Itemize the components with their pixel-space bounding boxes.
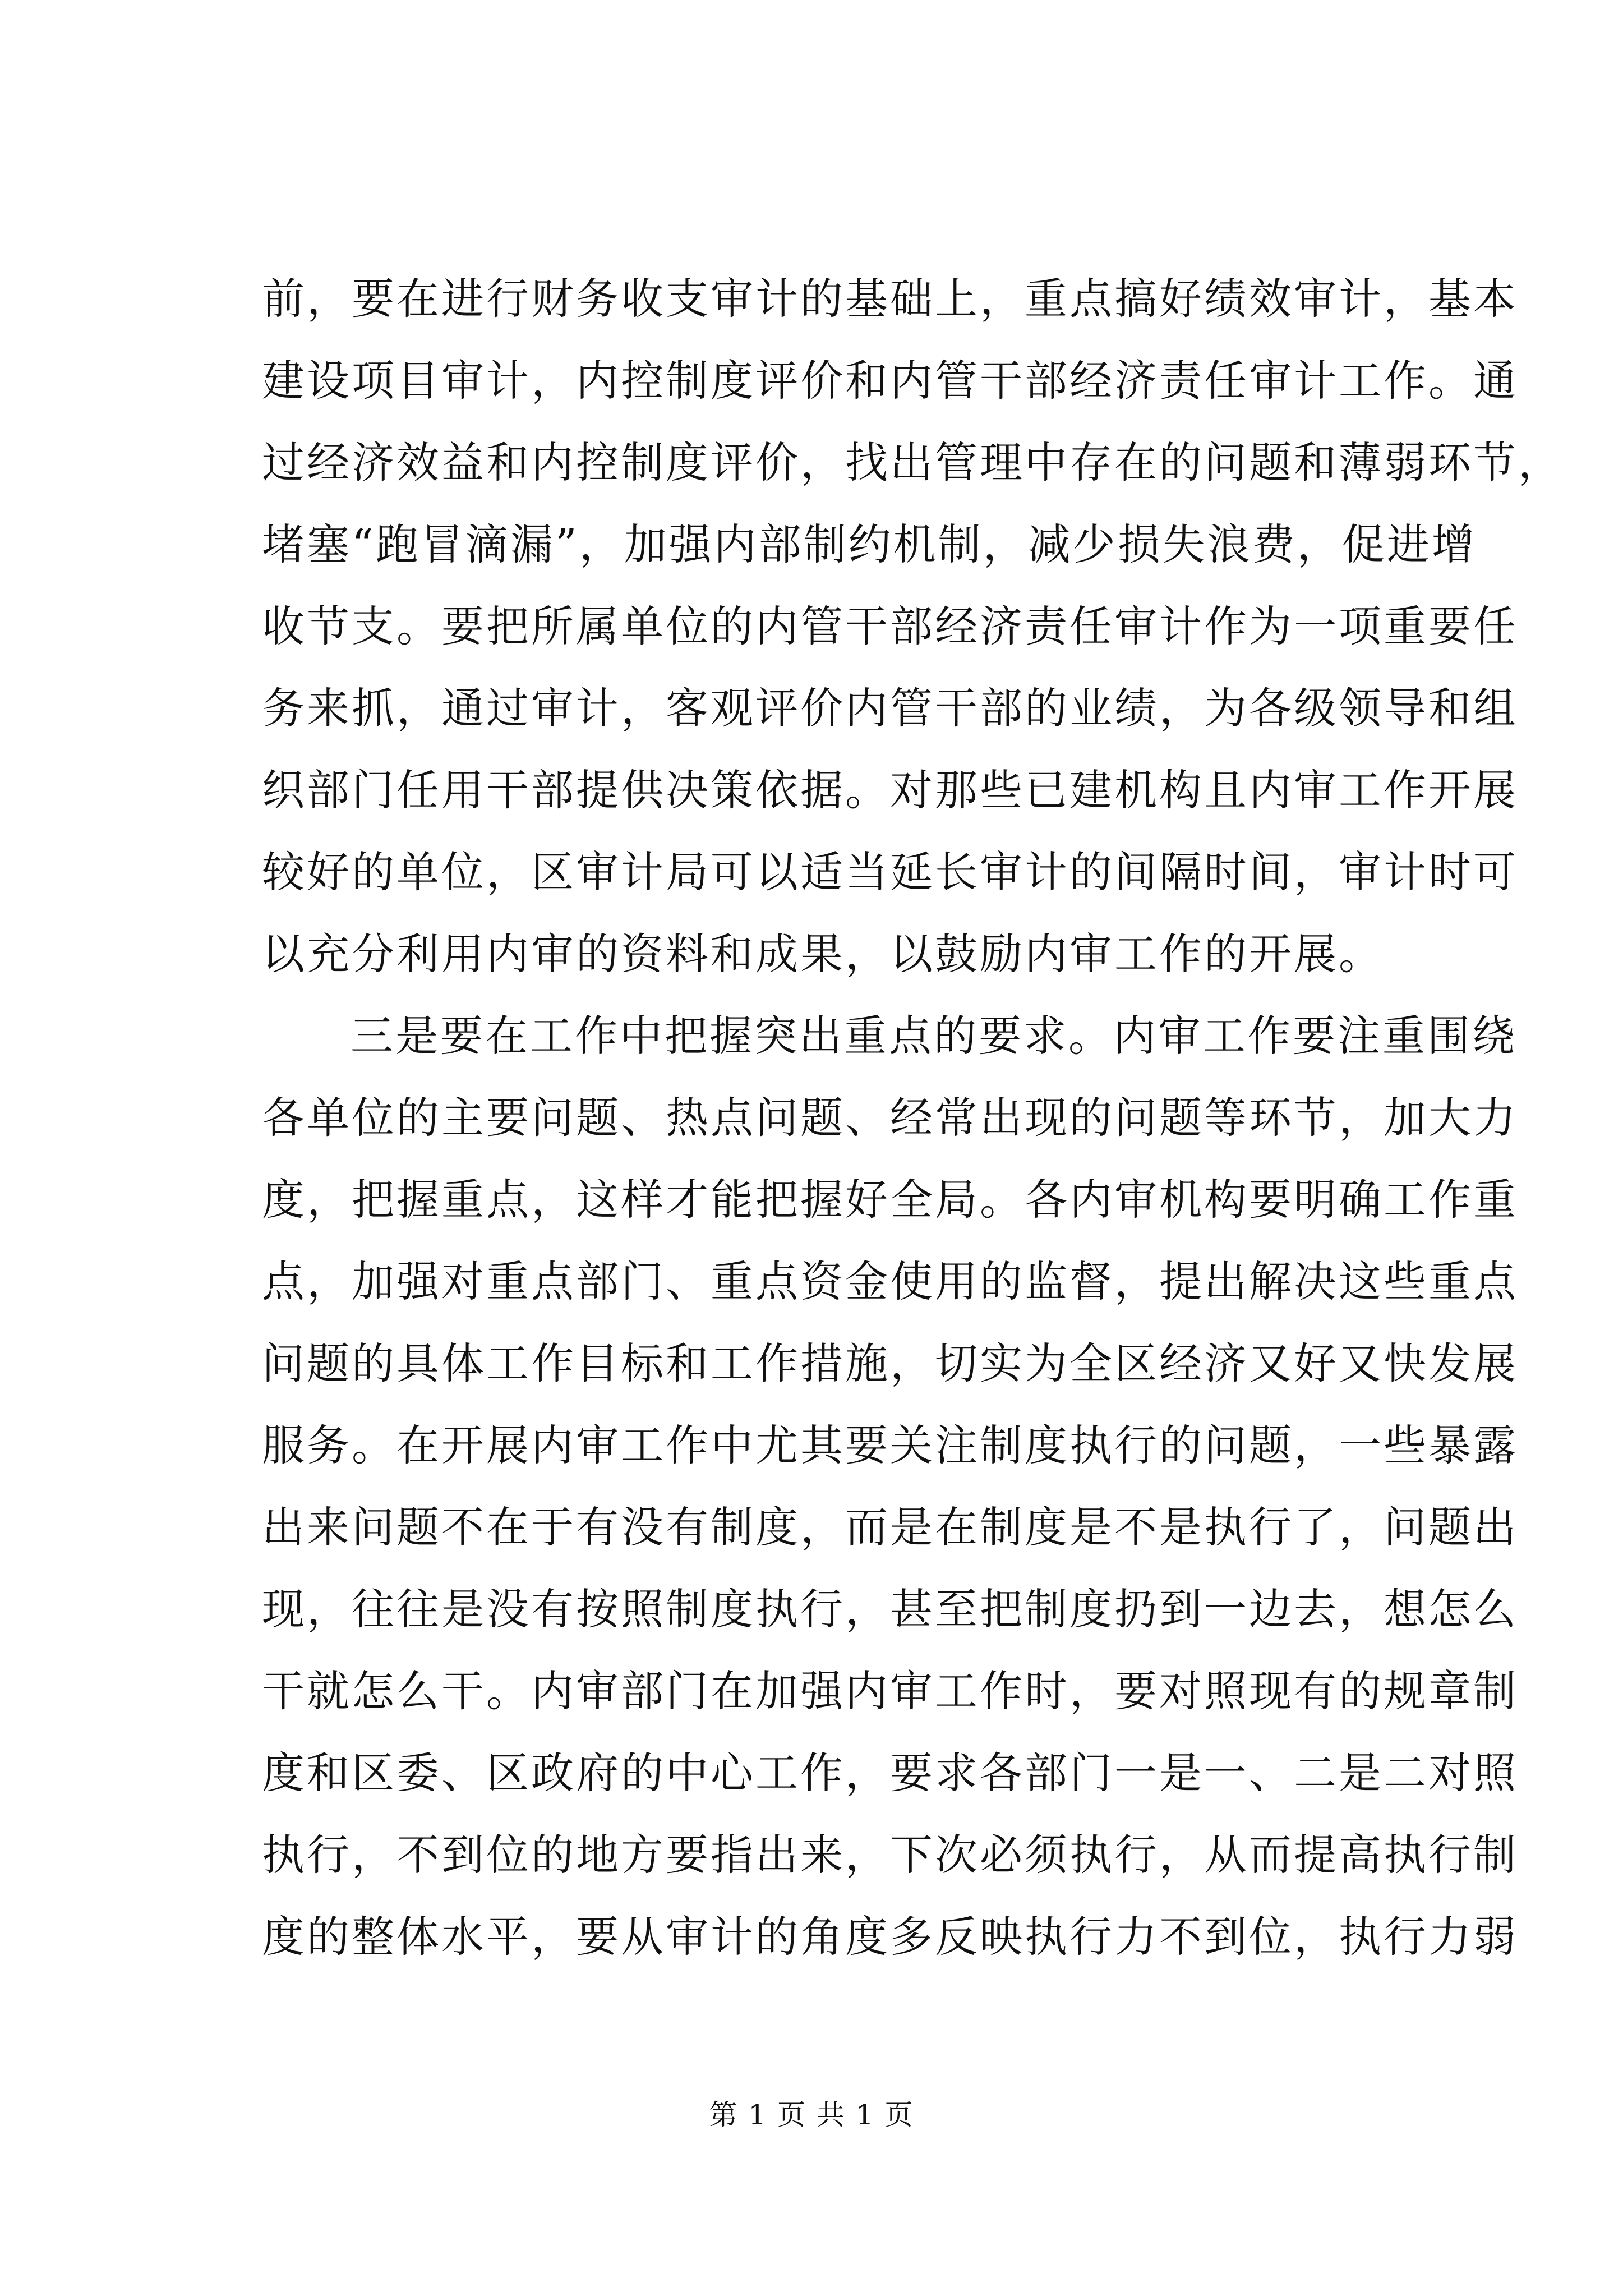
text-line: 织部门任用干部提供决策依据。对那些已建机构且内审工作开展	[262, 765, 1518, 815]
text-line: 干就怎么干。内审部门在加强内审工作时，要对照现有的规章制	[262, 1666, 1518, 1716]
text-line: 执行，不到位的地方要指出来，下次必须执行，从而提高执行制	[262, 1830, 1518, 1880]
text-line: 建设项目审计，内控制度评价和内管干部经济责任审计工作。通	[262, 356, 1518, 406]
text-line: 出来问题不在于有没有制度，而是在制度是不是执行了，问题出	[262, 1502, 1518, 1552]
text-line: 各单位的主要问题、热点问题、经常出现的问题等环节，加大力	[262, 1093, 1518, 1143]
text-line: 度，把握重点，这样才能把握好全局。各内审机构要明确工作重	[262, 1175, 1518, 1225]
text-line: 较好的单位，区审计局可以适当延长审计的间隔时间，审计时可	[262, 847, 1518, 897]
text-line: 现，往往是没有按照制度执行，甚至把制度扔到一边去，想怎么	[262, 1584, 1518, 1634]
body-text	[262, 258, 1563, 1978]
text-line: 度和区委、区政府的中心工作，要求各部门一是一、二是二对照	[262, 1748, 1518, 1798]
text-line: 过经济效益和内控制度评价，找出管理中存在的问题和薄弱环节，	[262, 438, 1563, 487]
text-line: 务来抓，通过审计，客观评价内管干部的业绩，为各级领导和组	[262, 683, 1518, 733]
text-line: 收节支。要把所属单位的内管干部经济责任审计作为一项重要任	[262, 601, 1518, 651]
page-footer: 第 1 页 共 1 页	[709, 2099, 914, 2131]
text-line: 以充分利用内审的资料和成果，以鼓励内审工作的开展。	[262, 929, 1384, 979]
paragraph-start-line: 三是要在工作中把握突出重点的要求。内审工作要注重围绕	[351, 1011, 1517, 1061]
text-line: 堵塞“跑冒滴漏”，加强内部制约机制，减少损失浪费，促进增	[262, 519, 1477, 569]
text-line: 问题的具体工作目标和工作措施，切实为全区经济又好又快发展	[262, 1338, 1518, 1388]
text-line: 度的整体水平，要从审计的角度多反映执行力不到位，执行力弱	[262, 1912, 1518, 1962]
text-line: 前，要在进行财务收支审计的基础上，重点搞好绩效审计，基本	[262, 274, 1518, 324]
text-line: 点，加强对重点部门、重点资金使用的监督，提出解决这些重点	[262, 1257, 1518, 1306]
text-line: 服务。在开展内审工作中尤其要关注制度执行的问题，一些暴露	[262, 1420, 1518, 1470]
